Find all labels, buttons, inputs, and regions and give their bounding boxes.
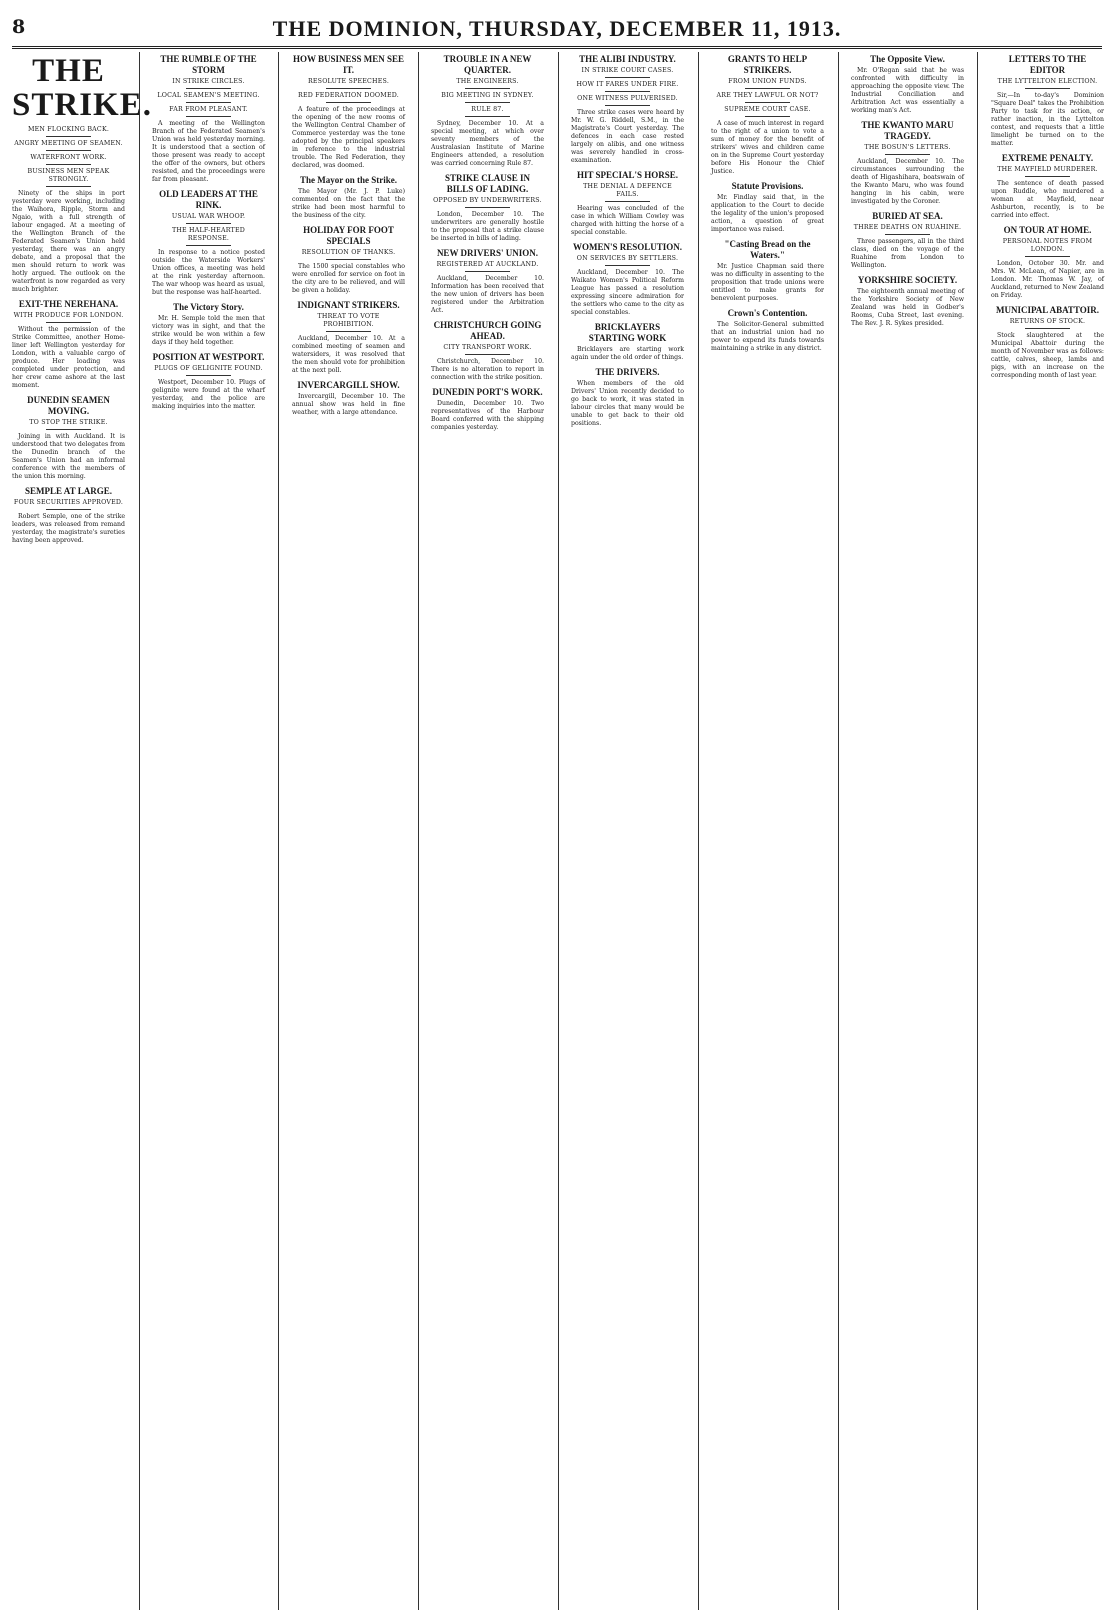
article-subheading: FAR FROM PLEASANT. bbox=[169, 106, 248, 113]
article-paragraph: The Mayor (Mr. J. P. Luke) commented on the fact that the strike had been most harmful to the business of the city. bbox=[292, 188, 405, 219]
article bbox=[991, 225, 1104, 300]
article-subheading: FROM UNION FUNDS. bbox=[728, 78, 807, 85]
subheading-rule bbox=[465, 207, 510, 208]
article-body bbox=[991, 180, 1104, 220]
article-paragraph: Ninety of the ships in port yesterday were working, including the Waihora, Ripple, Storm and Ngaio, with a full strength of labour engaged. At a meeting of the Wellington Branch of the Federated Seamen's Union held yesterday, there was an angry debate, and a proposal that the men should return to work was hotly argued. The outlook on the waterfront is now regarded as very much brighter. bbox=[12, 190, 125, 293]
subheading-rule bbox=[885, 154, 930, 155]
subheading-rule bbox=[465, 88, 510, 89]
article-headline: HOLIDAY FOR FOOT SPECIALS bbox=[303, 225, 394, 246]
article-subheading: LOCAL SEAMEN'S MEETING. bbox=[157, 92, 260, 99]
article-subheading: SUPREME COURT CASE. bbox=[724, 106, 811, 113]
article-body bbox=[12, 326, 125, 390]
subheading-rule bbox=[186, 375, 231, 376]
article-subheading: CITY TRANSPORT WORK. bbox=[443, 344, 532, 351]
article-body bbox=[431, 211, 544, 243]
article-body bbox=[991, 92, 1104, 148]
article-subheading: RETURNS OF STOCK. bbox=[1009, 318, 1086, 325]
article-subheading: THE HALF-HEARTED RESPONSE. bbox=[171, 227, 246, 242]
column-rule bbox=[977, 52, 978, 1610]
subheading-rule bbox=[1025, 328, 1070, 329]
subheading-rule bbox=[745, 116, 790, 117]
article-paragraph: Invercargill, December 10. The annual show was held in fine weather, with a large attendance. bbox=[292, 393, 405, 416]
subheading-rule bbox=[745, 88, 790, 89]
column-rule bbox=[139, 52, 140, 1610]
article-subheading: RED FEDERATION DOOMED. bbox=[298, 92, 399, 99]
article-body bbox=[991, 332, 1104, 380]
subheading-rule bbox=[1025, 176, 1070, 177]
article-body bbox=[711, 120, 824, 176]
article-headline: EXIT-THE NEREHANA. bbox=[18, 299, 119, 309]
article bbox=[711, 239, 824, 303]
article bbox=[152, 54, 265, 184]
article-subheading: WITH PRODUCE FOR LONDON. bbox=[13, 312, 124, 319]
article-subheading: IN STRIKE COURT CASES. bbox=[581, 67, 674, 74]
article bbox=[851, 211, 964, 270]
article-paragraph: Three strike cases were heard by Mr. W. G. Riddell, S.M., in the Magistrate's Court yesterday. The defences in each case rested largely on alibis, and one witness was severely handled in cross-examination. bbox=[571, 109, 684, 164]
article-subheading: THE BOSUN'S LETTERS. bbox=[864, 144, 951, 151]
article-body bbox=[12, 190, 125, 294]
article-headline: THE RUMBLE OF THE STORM bbox=[160, 54, 257, 75]
column-3 bbox=[292, 52, 405, 1610]
article bbox=[292, 225, 405, 295]
article-headline: THE ALIBI INDUSTRY. bbox=[579, 54, 676, 64]
article bbox=[152, 189, 265, 297]
article-paragraph: Mr. O'Regan said that he was confronted with difficulty in approaching the opposite view. The Industrial Conciliation and Arbitration Act was essentially a working man's Act. bbox=[851, 67, 964, 114]
article-subheading: IN STRIKE CIRCLES. bbox=[172, 78, 245, 85]
article-body bbox=[851, 288, 964, 328]
article-paragraph: Bricklayers are starting work again under the old order of things. bbox=[571, 346, 684, 361]
article-headline: THE KWANTO MARU TRAGEDY. bbox=[861, 120, 954, 141]
subheading-rule bbox=[326, 331, 371, 332]
article bbox=[431, 173, 544, 243]
article bbox=[12, 486, 125, 545]
column-5 bbox=[571, 52, 684, 1610]
article-subheading: BUSINESS MEN SPEAK STRONGLY. bbox=[27, 168, 110, 183]
article-paragraph: The eighteenth annual meeting of the Yorkshire Society of New Zealand was held in Godber's Rooms, Cuba Street, last evening. The Rev. J. R. Sykes presided. bbox=[851, 288, 964, 327]
article-body bbox=[292, 263, 405, 295]
article bbox=[431, 320, 544, 382]
subheading-rule bbox=[46, 429, 91, 430]
article bbox=[711, 54, 824, 176]
subheading-rule bbox=[326, 102, 371, 103]
subheading-rule bbox=[1025, 256, 1070, 257]
article bbox=[292, 54, 405, 170]
article bbox=[292, 380, 405, 417]
article-body bbox=[711, 321, 824, 353]
article bbox=[431, 387, 544, 432]
article-headline: "Casting Bread on the Waters." bbox=[724, 239, 811, 260]
article-subheading: OPPOSED BY UNDERWRITERS. bbox=[433, 197, 542, 204]
article-paragraph: Without the permission of the Strike Committee, another Home-liner left Wellington yesterday for London, with a valuable cargo of produce. Her loading was completed under protection, and her crew came ashore at the last moment. bbox=[12, 326, 125, 389]
article-subheading: TO STOP THE STRIKE. bbox=[29, 419, 108, 426]
article-headline: NEW DRIVERS' UNION. bbox=[436, 248, 539, 258]
article-subheading: THE DENIAL A DEFENCE FAILS. bbox=[583, 183, 672, 198]
article-paragraph: Christchurch, December 10. There is no alteration to report in connection with the strike position. bbox=[431, 358, 544, 381]
article bbox=[12, 299, 125, 390]
article-body bbox=[292, 335, 405, 375]
article bbox=[571, 322, 684, 362]
subheading-rule bbox=[465, 116, 510, 117]
subheading-rule bbox=[46, 186, 91, 187]
article-subheading: WATERFRONT WORK. bbox=[30, 154, 107, 161]
article-paragraph: Joining in with Auckland. It is understood that two delegates from the Dunedin branch of the Seamen's Union had an informal conference with the members of the union this morning. bbox=[12, 433, 125, 480]
subheading-rule bbox=[186, 88, 231, 89]
article bbox=[571, 242, 684, 317]
subheading-rule bbox=[465, 102, 510, 103]
article-subheading: THE ENGINEERS. bbox=[456, 78, 519, 85]
article-subheading: HOW IT FARES UNDER FIRE. bbox=[576, 81, 679, 88]
article-headline: TROUBLE IN A NEW QUARTER. bbox=[443, 54, 532, 75]
article-headline: HIT SPECIAL'S HORSE. bbox=[576, 170, 679, 180]
article bbox=[152, 352, 265, 411]
article-paragraph: In response to a notice posted outside the Waterside Workers' Union offices, a meeting was held at the rink yesterday afternoon. The war whoop was heard as usual, but the response was half-hearted. bbox=[152, 249, 265, 296]
article-paragraph: London, December 10. The underwriters are generally hostile to the proposal that a strike clause be inserted in bills of lading. bbox=[431, 211, 544, 242]
article-body bbox=[711, 194, 824, 234]
article-body bbox=[571, 346, 684, 362]
article-subheading: PERSONAL NOTES FROM LONDON. bbox=[1002, 238, 1093, 253]
article-paragraph: A feature of the proceedings at the opening of the new rooms of the Wellington Central Chamber of Commerce yesterday was the tone adopted by the principal speakers in reference to the industrial trouble. The Red Federation, they declared, was doomed. bbox=[292, 106, 405, 169]
article-paragraph: Auckland, December 10. At a combined meeting of seamen and watersiders, it was resolved that the men should vote for prohibition at the next poll. bbox=[292, 335, 405, 374]
article-headline: DUNEDIN SEAMEN MOVING. bbox=[27, 395, 110, 416]
article-body bbox=[152, 249, 265, 297]
article-paragraph: The sentence of death passed upon Ruddle, who murdered a woman at Mayfield, near Ashburton, recently, is to be carried into effect. bbox=[991, 180, 1104, 219]
subheading-rule bbox=[605, 105, 650, 106]
subheading-rule bbox=[186, 116, 231, 117]
column-rule bbox=[558, 52, 559, 1610]
article bbox=[12, 395, 125, 481]
subheading-rule bbox=[605, 201, 650, 202]
article-subheading: PLUGS OF GELIGNITE FOUND. bbox=[154, 365, 263, 372]
article-paragraph: The 1500 special constables who were enrolled for service on foot in the city are to be relieved, and will be given a holiday. bbox=[292, 263, 405, 294]
column-6 bbox=[711, 52, 824, 1610]
article-paragraph: London, October 30. Mr. and Mrs. W. McLean, of Napier, are in London. Mr. Thomas W. Jay, of Auckland, returned to New Zealand on Friday. bbox=[991, 260, 1104, 299]
article-body bbox=[851, 238, 964, 270]
article bbox=[431, 54, 544, 168]
article-headline: The Opposite View. bbox=[870, 54, 945, 64]
article-subheading: RULE 87. bbox=[471, 106, 504, 113]
article-headline: SEMPLE AT LARGE. bbox=[25, 486, 112, 496]
article-headline: The Mayor on the Strike. bbox=[299, 175, 398, 185]
article-paragraph: Dunedin, December 10. Two representatives of the Harbour Board conferred with the shipping companies yesterday. bbox=[431, 400, 544, 431]
article-headline: THE STRIKE. bbox=[12, 53, 152, 123]
article-body bbox=[431, 358, 544, 382]
article-subheading: BIG MEETING IN SYDNEY. bbox=[441, 92, 534, 99]
article bbox=[711, 181, 824, 234]
article-body bbox=[152, 379, 265, 411]
article-body bbox=[12, 513, 125, 545]
subheading-rule bbox=[605, 91, 650, 92]
article-body bbox=[571, 269, 684, 317]
article bbox=[991, 54, 1104, 148]
article-body bbox=[571, 205, 684, 237]
article-paragraph: Sir,—In to-day's Dominion "Square Deal" takes the Prohibition Party to task for its action, or rather inaction, in the Lyttelton contest, and requests that a little limelight be turned on to the matter. bbox=[991, 92, 1104, 147]
article-subheading: ANGRY MEETING OF SEAMEN. bbox=[14, 140, 123, 147]
article bbox=[851, 275, 964, 328]
article-subheading: RESOLUTION OF THANKS. bbox=[301, 249, 396, 256]
article-paragraph: A case of much interest in regard to the right of a union to vote a sum of money for the benefit of strikers' wives and children came on in the Supreme Court yesterday before His Honour the Chief Justice. bbox=[711, 120, 824, 175]
subheading-rule bbox=[186, 223, 231, 224]
article-paragraph: Mr. Findlay said that, in the application to the Court to decide the legality of the union's proposed action, a question of great importance was raised. bbox=[711, 194, 824, 233]
article-body bbox=[152, 120, 265, 184]
subheading-rule bbox=[46, 136, 91, 137]
article bbox=[571, 367, 684, 428]
article-headline: INVERCARGILL SHOW. bbox=[297, 380, 400, 390]
article-body bbox=[571, 109, 684, 165]
article-paragraph: Auckland, December 10. The Waikato Women's Political Reform League has passed a resolution expressing sincere admiration for the settlers who came to the city as special constables. bbox=[571, 269, 684, 316]
article-subheading: ONE WITNESS PULVERISED. bbox=[577, 95, 678, 102]
article bbox=[292, 300, 405, 375]
article-subheading: THREE DEATHS ON RUAHINE. bbox=[853, 224, 962, 231]
article-body bbox=[431, 120, 544, 168]
article-headline: YORKSHIRE SOCIETY. bbox=[857, 275, 958, 285]
page-number: 8 bbox=[12, 16, 26, 38]
masthead-rule bbox=[12, 46, 1102, 49]
article-paragraph: Auckland, December 10. The circumstances surrounding the death of Higashihara, boatswain of the Kwanto Maru, who was found hanging in his cabin, were investigated by the Coroner. bbox=[851, 158, 964, 205]
article-paragraph: Stock slaughtered at the Municipal Abattoir during the month of November was as follows: cattle, calves, sheep, lambs and pigs, with an increase on the corresponding month of last year. bbox=[991, 332, 1104, 379]
article-subheading: MEN FLOCKING BACK. bbox=[27, 126, 110, 133]
article bbox=[571, 54, 684, 165]
article-paragraph: Sydney, December 10. At a special meeting, at which over seventy members of the Australasian Institute of Marine Engineers attended, a resolution was carried concerning Rule 87. bbox=[431, 120, 544, 167]
column-rule bbox=[698, 52, 699, 1610]
subheading-rule bbox=[605, 265, 650, 266]
article-paragraph: Westport, December 10. Plugs of gelignite were found at the wharf yesterday, and the police are making inquiries into the matter. bbox=[152, 379, 265, 410]
article-headline: WOMEN'S RESOLUTION. bbox=[572, 242, 683, 252]
article bbox=[431, 248, 544, 315]
article-subheading: ON SERVICES BY SETTLERS. bbox=[576, 255, 679, 262]
column-2 bbox=[152, 52, 265, 1610]
column-rule bbox=[278, 52, 279, 1610]
article-headline: MUNICIPAL ABATTOIR. bbox=[995, 305, 1100, 315]
article-subheading: USUAL WAR WHOOP. bbox=[171, 213, 246, 220]
article-subheading: THE LYTTELTON ELECTION. bbox=[997, 78, 1098, 85]
subheading-rule bbox=[186, 245, 231, 246]
article-body bbox=[851, 158, 964, 206]
subheading-rule bbox=[465, 271, 510, 272]
subheading-rule bbox=[46, 509, 91, 510]
article-body bbox=[991, 260, 1104, 300]
article bbox=[991, 305, 1104, 380]
article-paragraph: Mr. H. Semple told the men that victory was in sight, and that the strike would be won within a few days if they held together. bbox=[152, 315, 265, 346]
article-body bbox=[292, 188, 405, 220]
subheading-rule bbox=[465, 354, 510, 355]
article-subheading: ARE THEY LAWFUL OR NOT? bbox=[716, 92, 819, 99]
article-body bbox=[431, 275, 544, 315]
article bbox=[12, 53, 152, 294]
article-paragraph: Three passengers, all in the third class, died on the voyage of the Ruahine from London to Wellington. bbox=[851, 238, 964, 269]
subheading-rule bbox=[186, 102, 231, 103]
article-paragraph: Hearing was concluded of the case in which William Cowley was charged with hitting the horse of a special constable. bbox=[571, 205, 684, 236]
article-paragraph: The Solicitor-General submitted that an industrial union had no power to expend its funds towards maintaining a strike in any district. bbox=[711, 321, 824, 352]
newspaper-columns bbox=[12, 52, 1104, 1610]
article bbox=[152, 302, 265, 347]
article bbox=[571, 170, 684, 237]
article-body bbox=[571, 380, 684, 428]
article-headline: DUNEDIN PORT'S WORK. bbox=[432, 387, 543, 397]
article-body bbox=[292, 106, 405, 170]
subheading-rule bbox=[885, 234, 930, 235]
article-headline: BURIED AT SEA. bbox=[872, 211, 943, 221]
article-headline: Statute Provisions. bbox=[731, 181, 804, 191]
article-body bbox=[711, 263, 824, 303]
masthead bbox=[12, 16, 1102, 44]
article-subheading: REGISTERED AT AUCKLAND. bbox=[436, 261, 539, 268]
article-headline: CHRISTCHURCH GOING AHEAD. bbox=[433, 320, 542, 341]
article-body bbox=[12, 433, 125, 481]
article-subheading: THREAT TO VOTE PROHIBITION. bbox=[317, 313, 380, 328]
article-headline: Crown's Contention. bbox=[727, 308, 808, 318]
article-headline: INDIGNANT STRIKERS. bbox=[297, 300, 400, 310]
article-headline: POSITION AT WESTPORT. bbox=[152, 352, 265, 362]
column-rule bbox=[838, 52, 839, 1610]
article-paragraph: Robert Semple, one of the strike leaders, was released from remand yesterday, the magistrate's sureties having been approved. bbox=[12, 513, 125, 544]
subheading-rule bbox=[605, 77, 650, 78]
article-body bbox=[851, 67, 964, 115]
article-body bbox=[152, 315, 265, 347]
paper-title: THE DOMINION, THURSDAY, DECEMBER 11, 1913. bbox=[272, 16, 842, 41]
article-headline: STRIKE CLAUSE IN BILLS OF LADING. bbox=[444, 173, 531, 194]
article bbox=[851, 54, 964, 115]
article-headline: BRICKLAYERS STARTING WORK bbox=[588, 322, 667, 343]
article-body bbox=[292, 393, 405, 417]
subheading-rule bbox=[326, 259, 371, 260]
article-headline: LETTERS TO THE EDITOR bbox=[1008, 54, 1087, 75]
subheading-rule bbox=[1025, 88, 1070, 89]
subheading-rule bbox=[46, 150, 91, 151]
column-7 bbox=[851, 52, 964, 1610]
article bbox=[851, 120, 964, 206]
column-rule bbox=[418, 52, 419, 1610]
article-headline: ON TOUR AT HOME. bbox=[1003, 225, 1092, 235]
article-headline: The Victory Story. bbox=[173, 302, 244, 312]
article-headline: GRANTS TO HELP STRIKERS. bbox=[727, 54, 808, 75]
article-subheading: RESOLUTE SPEECHES. bbox=[307, 78, 390, 85]
subheading-rule bbox=[46, 322, 91, 323]
column-1 bbox=[12, 52, 152, 1610]
article bbox=[292, 175, 405, 220]
article bbox=[711, 308, 824, 353]
article-subheading: FOUR SECURITIES APPROVED. bbox=[13, 499, 124, 506]
article-paragraph: When members of the old Drivers' Union recently decided to go back to work, it was stated in labour circles that many would be unable to get back to their old positions. bbox=[571, 380, 684, 427]
column-4 bbox=[431, 52, 544, 1610]
article bbox=[991, 153, 1104, 220]
subheading-rule bbox=[745, 102, 790, 103]
article-headline: OLD LEADERS AT THE RINK. bbox=[159, 189, 258, 210]
column-8 bbox=[991, 52, 1104, 1610]
article-headline: EXTREME PENALTY. bbox=[1001, 153, 1094, 163]
article-headline: HOW BUSINESS MEN SEE IT. bbox=[292, 54, 405, 75]
article-paragraph: Mr. Justice Chapman said there was no difficulty in assenting to the proposition that trade unions were entitled to make grants for benevolent purposes. bbox=[711, 263, 824, 302]
article-paragraph: A meeting of the Wellington Branch of the Federated Seamen's Union was held yesterday morning. It is understood that a section of those present was ready to accept the offer of the owners, but others resisted, and the proceedings were far from pleasant. bbox=[152, 120, 265, 183]
article-headline: THE DRIVERS. bbox=[595, 367, 660, 377]
article-body bbox=[431, 400, 544, 432]
article-paragraph: Auckland, December 10. Information has been received that the new union of drivers has been registered under the Arbitration Act. bbox=[431, 275, 544, 314]
subheading-rule bbox=[46, 164, 91, 165]
article-subheading: THE MAYFIELD MURDERER. bbox=[997, 166, 1098, 173]
subheading-rule bbox=[326, 88, 371, 89]
